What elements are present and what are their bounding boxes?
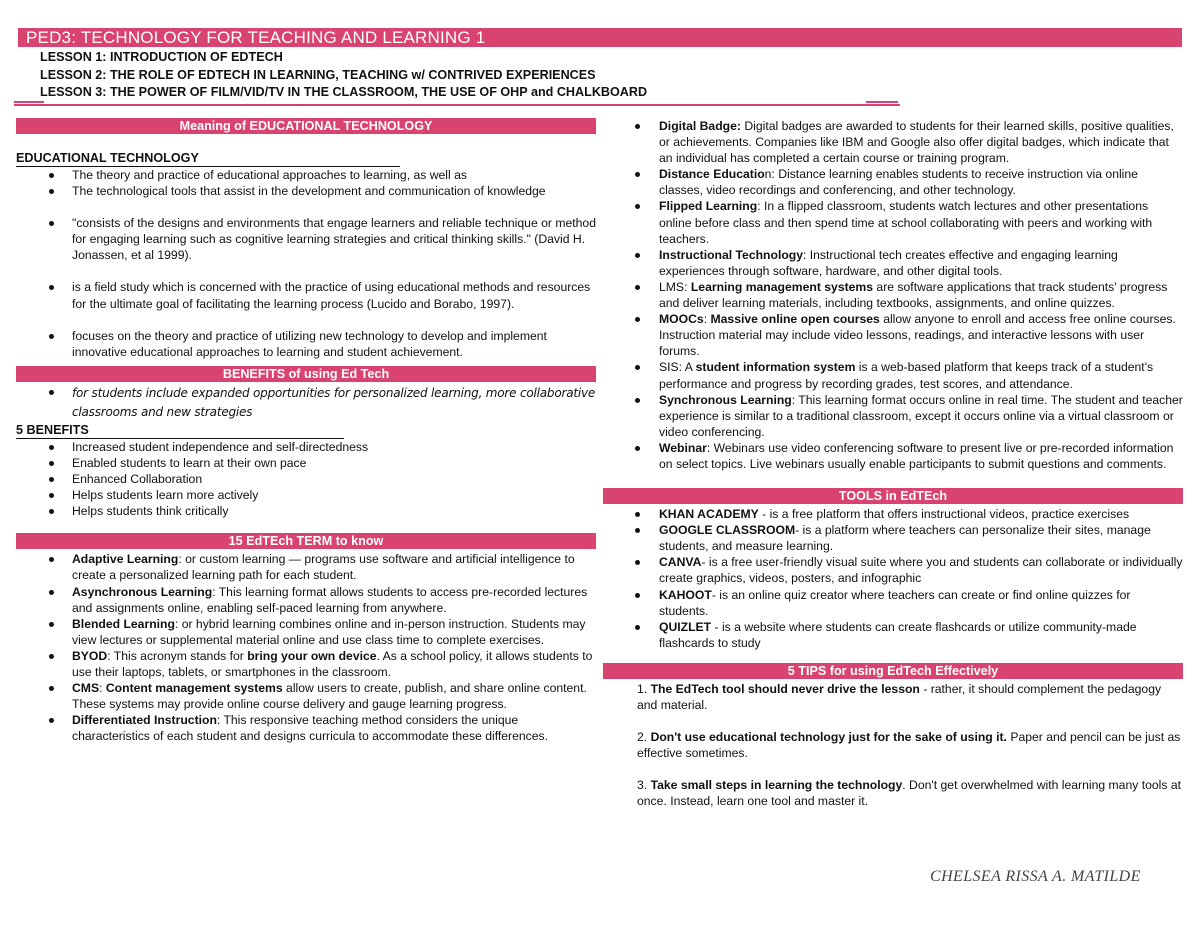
term-name: Flipped Learning bbox=[659, 199, 758, 214]
tool-name: CANVA bbox=[659, 555, 702, 570]
list-item bbox=[16, 712, 596, 744]
term-emphasis: student information system bbox=[695, 360, 856, 375]
tool-name: GOOGLE CLASSROOM bbox=[659, 523, 796, 538]
benefits-list bbox=[16, 439, 596, 519]
meaning-list-quote bbox=[16, 215, 596, 263]
list-item: is a field study which is concerned with the practice of using educational methods and resources for the ultimate goal of facilitating the learning process (Lucido and Borabo, 1997). bbox=[16, 279, 596, 311]
meaning-list-focus bbox=[16, 328, 596, 360]
list-item bbox=[603, 392, 1183, 440]
list-item: Increased student independence and self-directedness bbox=[16, 439, 596, 455]
benefits-note-list bbox=[16, 384, 596, 422]
tool-text: - is a platform where teachers can personalize their sites, manage students, and measure learning. bbox=[659, 523, 1151, 554]
term-name: Asynchronous Learning bbox=[72, 584, 213, 599]
benefits-heading: 5 BENEFITS bbox=[16, 423, 344, 439]
term-text: : bbox=[703, 312, 711, 327]
list-item bbox=[603, 522, 1183, 554]
term-name: Differentiated Instruction bbox=[72, 713, 217, 728]
tools-list bbox=[603, 506, 1183, 651]
term-emphasis: Content management systems bbox=[105, 681, 283, 696]
list-item: Enhanced Collaboration bbox=[16, 471, 596, 487]
list-item bbox=[603, 279, 1183, 311]
tip-item bbox=[603, 777, 1183, 809]
term-text: is a web-based platform that keeps track of a student's performance and progress by recording grades, test scores, and attendance. bbox=[659, 360, 1154, 391]
header-divider-accent-left bbox=[14, 101, 44, 103]
tip-item bbox=[603, 729, 1183, 761]
list-item: focuses on the theory and practice of utilizing new technology to develop and implement innovative educational approaches to learning and student achievement. bbox=[16, 328, 596, 360]
list-item bbox=[603, 619, 1183, 651]
term-text: : Instructional tech creates effective and engaging learning experiences through software, hardware, and other digital tools. bbox=[659, 247, 1118, 278]
tool-name: QUIZLET bbox=[659, 619, 712, 634]
term-text: allow users to create, publish, and share online content. These systems may provide online course delivery and gauge learning progress. bbox=[72, 681, 587, 712]
list-item bbox=[16, 648, 596, 680]
meaning-list-field bbox=[16, 279, 596, 311]
list-item bbox=[603, 506, 1183, 522]
tip-text: - rather, it should complement the pedagogy and material. bbox=[637, 681, 1162, 712]
header-divider bbox=[14, 104, 900, 106]
list-item bbox=[603, 247, 1183, 279]
meaning-heading: EDUCATIONAL TECHNOLOGY bbox=[16, 151, 400, 167]
term-emphasis: Learning management systems bbox=[690, 279, 874, 294]
list-item bbox=[603, 440, 1183, 472]
left-column bbox=[16, 118, 596, 744]
term-text: : Webinars use video conferencing software to present live or pre-recorded information on select topics. Live webinars usually enable participants to submit questions and comments. bbox=[659, 440, 1174, 471]
term-text: : or custom learning — programs use software and artificial intelligence to create a personalized learning path for each student. bbox=[72, 552, 575, 583]
term-emphasis: Massive online open courses bbox=[710, 312, 880, 327]
term-text: Digital badges are awarded to students for their learned skills, positive qualities, or achievements. Companies like IBM and Google also offer digital badges, which indicate that an individual has completed a certain course or training program. bbox=[659, 119, 1174, 166]
benefits-note: for students include expanded opportunities for personalized learning, more collaborative classrooms and new strategies bbox=[16, 384, 596, 422]
list-item bbox=[16, 584, 596, 616]
author-signature: CHELSEA RISSA A. MATILDE bbox=[930, 868, 1141, 885]
tool-text: - is a free platform that offers instructional videos, practice exercises bbox=[758, 507, 1130, 522]
tool-text: - is an online quiz creator where teachers can create or find online quizzes for students. bbox=[659, 587, 1131, 618]
meaning-section-bar: Meaning of EDUCATIONAL TECHNOLOGY bbox=[16, 118, 596, 134]
lesson-2: LESSON 2: THE ROLE OF EDTECH IN LEARNING, TEACHING w/ CONTRIVED EXPERIENCES bbox=[40, 67, 596, 82]
terms-list-continued bbox=[603, 118, 1183, 472]
list-item bbox=[603, 166, 1183, 198]
list-item: "consists of the designs and environments that engage learners and reliable technique or method for engaging learning such as cognitive learning strategies and critical thinking skills." (David H. Jonassen, et al 1999). bbox=[16, 215, 596, 263]
list-item bbox=[603, 198, 1183, 246]
meaning-list bbox=[16, 167, 596, 199]
tip-text: Paper and pencil can be just as effective sometimes. bbox=[637, 730, 1181, 761]
list-item: The theory and practice of educational approaches to learning, as well as bbox=[16, 167, 596, 183]
term-text: : This learning format allows students to access pre-recorded lectures and assignments online, enabling self-paced learning from anywhere. bbox=[72, 584, 588, 615]
term-text: are software applications that track students' progress and deliver learning materials, including textbooks, assignments, and online quizzes. bbox=[659, 279, 1168, 311]
right-column bbox=[603, 118, 1183, 809]
tip-headline: The EdTech tool should never drive the lesson bbox=[650, 681, 920, 696]
tip-headline: Don't use educational technology just for the sake of using it. bbox=[650, 730, 1007, 745]
lesson-3: LESSON 3: THE POWER OF FILM/VID/TV IN THE CLASSROOM, THE USE OF OHP and CHALKBOARD bbox=[40, 85, 648, 99]
term-text: : or hybrid learning combines online and in-person instruction. Students may view lectures or supplemental material online and use class time to complete exercises. bbox=[72, 616, 586, 647]
term-name: SIS bbox=[659, 360, 679, 375]
tool-name: KAHOOT bbox=[659, 587, 712, 602]
term-name: Distance Educatio bbox=[659, 167, 765, 182]
list-item bbox=[16, 616, 596, 648]
tip-headline: Take small steps in learning the technology bbox=[650, 778, 903, 793]
list-item bbox=[603, 118, 1183, 166]
term-name: Instructional Technology bbox=[659, 247, 803, 262]
term-name: BYOD bbox=[72, 648, 108, 663]
terms-list bbox=[16, 551, 596, 744]
term-text: : bbox=[684, 279, 691, 294]
document-title-bar: PED3: TECHNOLOGY FOR TEACHING AND LEARNING 1 bbox=[18, 28, 1182, 47]
list-item: Helps students think critically bbox=[16, 503, 596, 519]
list-item bbox=[603, 311, 1183, 359]
list-item: Enabled students to learn at their own pace bbox=[16, 455, 596, 471]
terms-section-bar: 15 EdTEch TERM to know bbox=[16, 533, 596, 549]
list-item: Helps students learn more actively bbox=[16, 487, 596, 503]
term-text: : This acronym stands for bbox=[107, 648, 248, 663]
tools-section-bar: TOOLS in EdTEch bbox=[603, 488, 1183, 504]
term-name: Adaptive Learning bbox=[72, 552, 179, 567]
list-item: The technological tools that assist in the development and communication of knowledge bbox=[16, 183, 596, 199]
term-text: . As a school policy, it allows students to use their laptops, tablets, or smartphones in the classroom. bbox=[72, 648, 593, 679]
tips-section-bar: 5 TIPS for using EdTech Effectively bbox=[603, 663, 1183, 679]
term-text: : This learning format occurs online in real time. The student and teacher experience is similar to a traditional classroom, except it occurs online via a virtual classroom or video conferencing. bbox=[659, 392, 1183, 439]
tool-text: - is a free user-friendly visual suite where you and students can collaborate or individually create graphics, videos, posters, and infographic bbox=[659, 555, 1183, 586]
term-text: : This responsive teaching method considers the unique characteristics of each student and designs curricula to accommodate these differences. bbox=[72, 713, 549, 744]
tool-name: KHAN ACADEMY bbox=[659, 507, 759, 522]
term-text: n: Distance learning enables students to receive instruction via online classes, video recordings and conferencing, and other technology. bbox=[659, 167, 1138, 198]
list-item bbox=[603, 554, 1183, 586]
tip-number: 2. bbox=[637, 730, 651, 745]
term-name: LMS bbox=[659, 279, 685, 294]
header-divider-accent-right bbox=[866, 101, 898, 103]
term-name: MOOCs bbox=[659, 312, 704, 327]
term-name: Synchronous Learning bbox=[659, 392, 792, 407]
term-name: Digital Badge: bbox=[659, 119, 741, 133]
benefits-section-bar: BENEFITS of using Ed Tech bbox=[16, 366, 596, 382]
term-text: : bbox=[99, 681, 106, 696]
tip-number: 1. bbox=[637, 681, 651, 696]
list-item bbox=[603, 359, 1183, 391]
list-item bbox=[16, 551, 596, 583]
lesson-1: LESSON 1: INTRODUCTION OF EDTECH bbox=[40, 50, 283, 64]
tip-item bbox=[603, 681, 1183, 713]
lesson-list bbox=[40, 49, 647, 102]
term-name: CMS bbox=[72, 681, 100, 696]
term-emphasis: bring your own device bbox=[247, 648, 377, 663]
tip-number: 3. bbox=[637, 778, 651, 793]
term-name: Webinar bbox=[659, 440, 707, 455]
term-text: allow anyone to enroll and access free online courses. Instruction material may include video lessons, readings, and interactive lessons with user forums. bbox=[659, 312, 1176, 359]
list-item bbox=[603, 587, 1183, 619]
term-name: Blended Learning bbox=[72, 616, 175, 631]
list-item bbox=[16, 680, 596, 712]
tip-text: . Don't get overwhelmed with learning many tools at once. Instead, learn one tool and master it. bbox=[637, 778, 1181, 809]
term-text: : In a flipped classroom, students watch lectures and other presentations online before class and then spend time at school collaborating with peers and working with teachers. bbox=[659, 199, 1153, 246]
tool-text: - is a website where students can create flashcards or utilize community-made flashcards to study bbox=[659, 619, 1137, 650]
term-text: : A bbox=[678, 360, 696, 375]
